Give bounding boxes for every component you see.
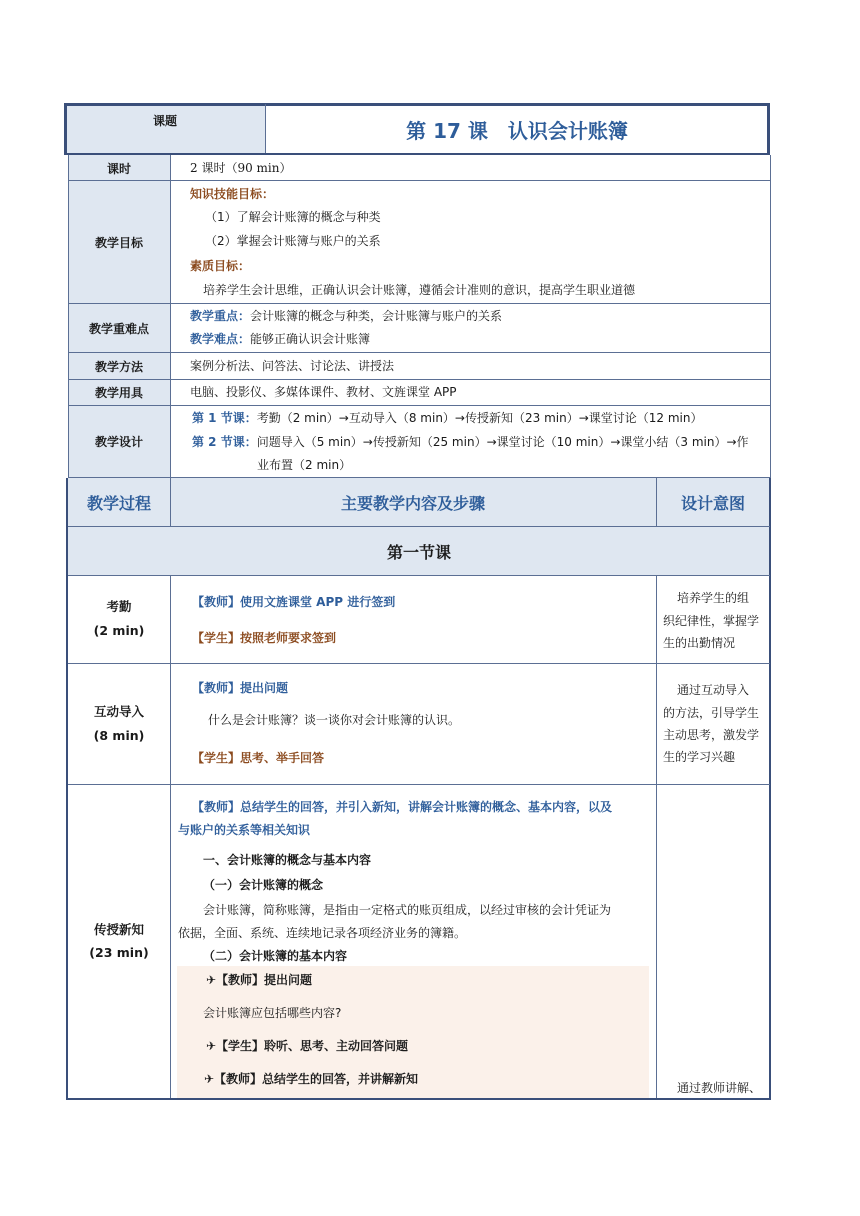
intro-intent: 的方法，引导学生 — [663, 706, 760, 720]
attendance-intent: 织纪律性，掌握学 — [663, 614, 760, 628]
intro-intent: 通过互动导入 — [677, 683, 750, 697]
teach-heading-2: （一）会计账簿的概念 — [203, 878, 324, 892]
page-title: 第 17 课 认识会计账簿 — [406, 119, 628, 143]
key-title: 教学重点： — [190, 309, 251, 323]
teach-teacher-cont: 与账户的关系等相关知识 — [178, 823, 311, 837]
difficult-text: 能够正确认识会计账簿 — [250, 332, 371, 346]
design-s2-cont: 业布置（2 min） — [257, 458, 352, 472]
header-label: 课题 — [152, 114, 177, 128]
intro-student: 【学生】思考、举手回答 — [192, 751, 325, 765]
design-s2-text: 问题导入（5 min）→传授新知（25 min）→课堂讨论（10 min）→课堂小结（3 min）→作 — [256, 435, 749, 449]
skill-item: （2）掌握会计账簿与账户的关系 — [205, 234, 381, 248]
attendance-time: (2 min) — [93, 623, 145, 638]
quality-item: 培养学生会计思维，正确认识会计账簿，遵循会计准则的意识，提高学生职业道德 — [203, 283, 636, 297]
attendance-name: 考勤 — [106, 599, 132, 614]
box-teacher-2: ✈【教师】总结学生的回答，并讲解新知 — [204, 1072, 419, 1086]
hours-label: 课时 — [106, 161, 131, 176]
design-lesson-2 — [192, 432, 749, 452]
key-point-line — [190, 306, 502, 326]
key-points-label: 教学重难点 — [88, 321, 149, 336]
intro-time: (8 min) — [93, 728, 145, 743]
process-col-content: 主要教学内容及步骤 — [340, 493, 485, 513]
design-label: 教学设计 — [94, 435, 143, 449]
intro-question: 什么是会计账簿？谈一谈你对会计账簿的认识。 — [208, 713, 461, 727]
teach-intent: 通过教师讲解、 — [677, 1081, 762, 1095]
attendance-teacher: 【教师】使用文旌课堂 APP 进行签到 — [192, 595, 396, 609]
teach-time: (23 min) — [89, 945, 149, 960]
intro-intent: 生的学习兴趣 — [663, 750, 736, 764]
hours-value: 2 课时（90 min） — [190, 161, 292, 175]
design-s1-title: 第 1 节课： — [192, 411, 257, 425]
process-col-intent: 设计意图 — [680, 493, 745, 513]
attendance-intent: 生的出勤情况 — [663, 636, 736, 650]
skill-item: （1）了解会计账簿的概念与种类 — [205, 210, 381, 224]
teach-heading-1: 一、会计账簿的概念与基本内容 — [203, 853, 372, 867]
difficult-title: 教学难点： — [190, 332, 251, 346]
quality-title: 素质目标： — [190, 259, 251, 273]
key-text: 会计账簿的概念与种类，会计账簿与账户的关系 — [250, 309, 503, 323]
teach-heading-3: （二）会计账簿的基本内容 — [203, 949, 348, 963]
methods-value: 案例分析法、问答法、讨论法、讲授法 — [190, 359, 395, 373]
tools-label: 教学用具 — [94, 386, 143, 400]
methods-label: 教学方法 — [94, 359, 143, 374]
teach-name: 传授新知 — [93, 922, 144, 937]
intro-teacher: 【教师】提出问题 — [192, 681, 289, 695]
teach-paragraph-cont: 依据，全面、系统、连续地记录各项经济业务的簿籍。 — [178, 926, 467, 940]
teach-paragraph: 会计账簿，简称账簿，是指由一定格式的账页组成，以经过审核的会计凭证为 — [203, 903, 612, 917]
intro-intent: 主动思考，激发学 — [663, 728, 760, 742]
design-lesson-1 — [192, 408, 702, 428]
skills-title: 知识技能目标： — [190, 187, 275, 201]
teach-teacher: 【教师】总结学生的回答，并引入新知，讲解会计账簿的概念、基本内容，以及 — [192, 800, 613, 814]
box-student: ✈【学生】聆听、思考、主动回答问题 — [206, 1039, 409, 1053]
attendance-intent: 培养学生的组 — [677, 591, 750, 605]
design-s2-title: 第 2 节课： — [192, 435, 257, 449]
goals-label: 教学目标 — [94, 235, 143, 250]
box-teacher: ✈【教师】提出问题 — [206, 973, 313, 987]
difficult-point-line — [190, 329, 370, 349]
intro-name: 互动导入 — [93, 704, 144, 719]
process-col-stage: 教学过程 — [86, 493, 151, 513]
section-title: 第一节课 — [386, 542, 451, 562]
design-s1-text: 考勤（2 min）→互动导入（8 min）→传授新知（23 min）→课堂讨论（12 min） — [256, 411, 703, 425]
box-question: 会计账簿应包括哪些内容? — [203, 1006, 342, 1020]
attendance-student: 【学生】按照老师要求签到 — [192, 631, 337, 645]
tools-value: 电脑、投影仪、多媒体课件、教材、文旌课堂 APP — [190, 385, 457, 399]
